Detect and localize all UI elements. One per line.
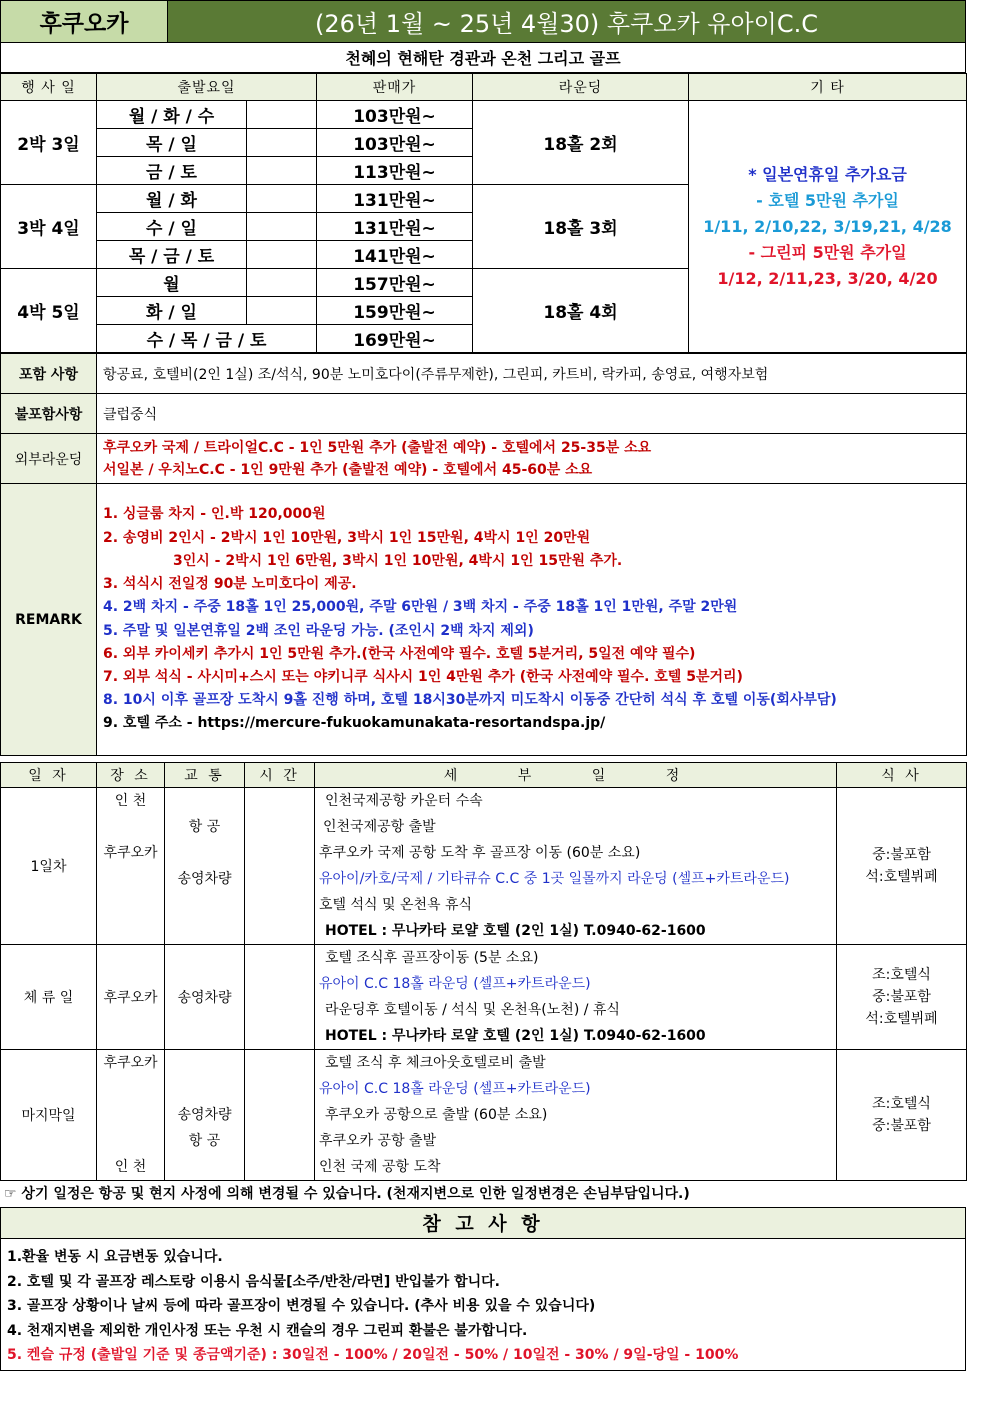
meals-cell (837, 945, 967, 1050)
schedule-row (1, 788, 967, 945)
col-header-etc: 기 타 (689, 74, 967, 101)
period-cell: 3박 4일 (1, 185, 97, 269)
days-cell: 목 / 금 / 토 (97, 241, 247, 269)
col-header-details: 세 부 일 정 (315, 763, 837, 788)
etc-hotel-dates: 1/11, 2/10,22, 3/19,21, 4/28 (703, 216, 952, 236)
price-cell: 169만원~ (317, 325, 473, 353)
reference-item: 1.환율 변동 시 요금변동 있습니다. (7, 1249, 223, 1265)
reference-list (0, 1239, 966, 1371)
remark-item: 2. 송영비 2인시 - 2박시 1인 10만원, 3박시 1인 15만원, 4박시 1인 20만원 (103, 529, 591, 546)
price-cell: 113만원~ (317, 157, 473, 185)
detail-line: 유아이 C.C 18홀 라운딩 (셀프+카트라운드) (319, 1081, 591, 1097)
meal-text: 석:호텔뷔페 (865, 869, 938, 885)
detail-line: 유아이 C.C 18홀 라운딩 (셀프+카트라운드) (319, 976, 591, 992)
meals-cell (837, 788, 967, 945)
transport-cell (165, 788, 245, 945)
place-text: 인 천 (114, 1159, 147, 1175)
days-cell: 화 / 일 (97, 297, 247, 325)
excluded-row (1, 394, 967, 434)
price-table (0, 73, 967, 353)
place-text: 인 천 (114, 793, 147, 809)
transport-cell: 송영차량 (165, 945, 245, 1050)
day-cell: 1일차 (1, 788, 97, 945)
remark-item: 6. 외부 카이세키 추가시 1인 5만원 추가.(한국 사전예약 필수. 호텔 5분거리, 5일전 예약 필수) (103, 645, 696, 662)
schedule-note: ☞ 상기 일정은 항공 및 현지 사정에 의해 변경될 수 있습니다. (천재지변으로 인한 일정변경은 손님부담입니다.) (4, 1186, 690, 1202)
transport-text: 항 공 (188, 1133, 221, 1149)
price-cell: 131만원~ (317, 213, 473, 241)
excluded-label: 불포함사항 (1, 394, 97, 434)
detail-line: 인천 국제 공항 도착 (319, 1159, 441, 1175)
meals-cell (837, 1050, 967, 1181)
external-row (1, 434, 967, 484)
time-cell (245, 788, 315, 945)
col-header-rounding: 라운딩 (473, 74, 689, 101)
header-bar (0, 0, 966, 43)
col-header-transport: 교 통 (165, 763, 245, 788)
place-cell (97, 788, 165, 945)
detail-line: HOTEL : 무나카타 로얄 호텔 (2인 1실) T.0940-62-1600 (325, 1028, 706, 1044)
meal-text: 중:불포함 (872, 847, 931, 863)
remark-item: 4. 2백 차지 - 주중 18홀 1인 25,000원, 주말 6만원 / 3백 차지 - 주중 18홀 1인 1만원, 주말 2만원 (103, 599, 738, 616)
col-header-place: 장 소 (97, 763, 165, 788)
detail-line: 호텔 조식 후 체크아웃호텔로비 출발 (325, 1055, 546, 1071)
brand-label: 후쿠오카 (1, 1, 168, 42)
price-cell: 157만원~ (317, 269, 473, 297)
price-cell: 103만원~ (317, 101, 473, 129)
period-cell: 2박 3일 (1, 101, 97, 185)
days-cell: 수 / 목 / 금 / 토 (97, 325, 317, 353)
external-option: 서일본 / 우치노C.C - 1인 9만원 추가 (출발전 예약) - 호텔에서 45-60분 소요 (103, 461, 593, 478)
meal-text: 조:호텔식 (872, 967, 931, 983)
detail-line: 후쿠오카 국제 공항 도착 후 골프장 이동 (60분 소요) (319, 845, 641, 861)
time-cell (245, 945, 315, 1050)
external-value (97, 434, 967, 484)
place-cell: 후쿠오카 (97, 945, 165, 1050)
external-option: 후쿠오카 국제 / 트라이얼C.C - 1인 5만원 추가 (출발전 예약) - 호텔에서 25-35분 소요 (103, 439, 652, 456)
detail-line: 호텔 조식후 골프장이동 (5분 소요) (325, 950, 539, 966)
detail-line: 호텔 석식 및 온천욕 휴식 (319, 897, 473, 913)
days-cell: 월 (97, 269, 247, 297)
remark-item: 1. 싱글룸 차지 - 인.박 120,000원 (103, 506, 326, 523)
day-cell: 체 류 일 (1, 945, 97, 1050)
price-cell: 131만원~ (317, 185, 473, 213)
transport-text: 항 공 (188, 819, 221, 835)
meal-text: 중:불포함 (872, 989, 931, 1005)
price-cell: 159만원~ (317, 297, 473, 325)
col-header-time: 시 간 (245, 763, 315, 788)
detail-line: 라운딩후 호텔이동 / 석식 및 온천욕(노천) / 휴식 (325, 1002, 620, 1018)
included-row (1, 354, 967, 394)
rounding-cell: 18홀 4회 (473, 269, 689, 353)
transport-text: 송영차량 (177, 1107, 232, 1123)
remark-item: 9. 호텔 주소 - https://mercure-fukuokamunakata-resortandspa.jp/ (103, 715, 606, 732)
days-cell: 월 / 화 (97, 185, 247, 213)
included-value: 항공료, 호텔비(2인 1실) 조/석식, 90분 노미호다이(주류무제한), 그린피, 카트비, 락카피, 송영료, 여행자보험 (97, 354, 967, 394)
price-cell: 103만원~ (317, 129, 473, 157)
remark-item: 3인시 - 2박시 1인 6만원, 3박시 1인 10만원, 4박시 1인 15만원 추가. (173, 552, 623, 569)
rounding-cell: 18홀 2회 (473, 101, 689, 185)
info-table (0, 353, 967, 756)
day-cell: 마지막일 (1, 1050, 97, 1181)
remark-row (1, 484, 967, 756)
remark-item: 5. 주말 및 일본연휴일 2백 조인 라운딩 가능. (조인시 2백 차지 제외) (103, 622, 534, 639)
reference-item: 4. 천재지변을 제외한 개인사정 또는 우천 시 캔슬의 경우 그린피 환불은 불가합니다. (7, 1322, 528, 1339)
days-cell: 금 / 토 (97, 157, 247, 185)
time-cell (245, 1050, 315, 1181)
col-header-price: 판매가 (317, 74, 473, 101)
details-cell (315, 1050, 837, 1181)
remark-label: REMARK (1, 484, 97, 756)
col-header-date: 일 자 (1, 763, 97, 788)
detail-line: 후쿠오카 공항으로 출발 (60분 소요) (325, 1107, 548, 1123)
details-cell (315, 945, 837, 1050)
subtitle: 천혜의 현해탄 경관과 온천 그리고 골프 (0, 43, 966, 73)
details-cell (315, 788, 837, 945)
detail-line: 후쿠오카 공항 출발 (319, 1133, 437, 1149)
detail-line: 유아이/카호/국제 / 기타큐슈 C.C 중 1곳 일몰까지 라운딩 (셀프+카트라운드) (319, 871, 790, 887)
reference-item: 5. 켄슬 규정 (출발일 기준 및 종금액기준) : 30일전 - 100% / 20일전 - 50% / 10일전 - 30% / 9일-당일 - 100% (7, 1347, 739, 1364)
page-title: (26년 1월 ~ 25년 4월30) 후쿠오카 유아이C.C (168, 1, 965, 42)
schedule-table (0, 762, 967, 1181)
remark-item: 7. 외부 석식 - 사시미+스시 또는 야키니쿠 식사시 1인 4만원 추가 (한국 사전예약 필수. 호텔 5분거리) (103, 668, 743, 685)
excluded-value: 클럽중식 (97, 394, 967, 434)
reference-item: 3. 골프장 상황이나 날씨 등에 따라 골프장이 변경될 수 있습니다. (추사 비용 있을 수 있습니다) (7, 1298, 596, 1315)
detail-line: HOTEL : 무나카타 로얄 호텔 (2인 1실) T.0940-62-1600 (325, 923, 706, 939)
days-cell: 수 / 일 (97, 213, 247, 241)
rounding-cell: 18홀 3회 (473, 185, 689, 269)
detail-line: 인천국제공항 카운터 수속 (325, 793, 483, 809)
schedule-row (1, 945, 967, 1050)
etc-greenfee-dates: 1/12, 2/11,23, 3/20, 4/20 (717, 268, 938, 288)
transport-text: 송영차량 (177, 871, 232, 887)
etc-greenfee-surcharge: - 그린피 5만원 추가일 (748, 242, 907, 262)
days-cell: 목 / 일 (97, 129, 247, 157)
remark-item: 8. 10시 이후 골프장 도착시 9홀 진행 하며, 호텔 18시30분까지 미도착시 이동중 간단히 석식 후 호텔 이동(회사부담) (103, 692, 837, 709)
meal-text: 석:호텔뷔페 (865, 1011, 938, 1027)
detail-line: 인천국제공항 출발 (323, 819, 436, 835)
place-text: 후쿠오카 (103, 1055, 158, 1071)
etc-cell (689, 101, 967, 353)
col-header-period: 행 사 일 (1, 74, 97, 101)
meal-text: 조:호텔식 (872, 1096, 931, 1112)
price-cell: 141만원~ (317, 241, 473, 269)
external-label: 외부라운딩 (1, 434, 97, 484)
period-cell: 4박 5일 (1, 269, 97, 353)
col-header-days: 출발요일 (97, 74, 317, 101)
included-label: 포함 사항 (1, 354, 97, 394)
etc-hotel-surcharge: - 호텔 5만원 추가일 (756, 190, 899, 210)
reference-item: 2. 호텔 및 각 골프장 레스토랑 이용시 음식물[소주/반찬/라면] 반입불가 합니다. (7, 1273, 500, 1290)
reference-title: 참 고 사 항 (0, 1207, 966, 1239)
col-header-meals: 식 사 (837, 763, 967, 788)
etc-holiday-title: * 일본연휴일 추가요금 (748, 164, 907, 184)
schedule-row (1, 1050, 967, 1181)
remark-list (97, 484, 967, 756)
transport-cell (165, 1050, 245, 1181)
place-text: 후쿠오카 (103, 845, 158, 861)
remark-item: 3. 석식시 전일정 90분 노미호다이 제공. (103, 576, 357, 593)
place-cell (97, 1050, 165, 1181)
table-row (1, 101, 967, 129)
meal-text: 중:불포함 (872, 1118, 931, 1134)
days-cell: 월 / 화 / 수 (97, 101, 247, 129)
